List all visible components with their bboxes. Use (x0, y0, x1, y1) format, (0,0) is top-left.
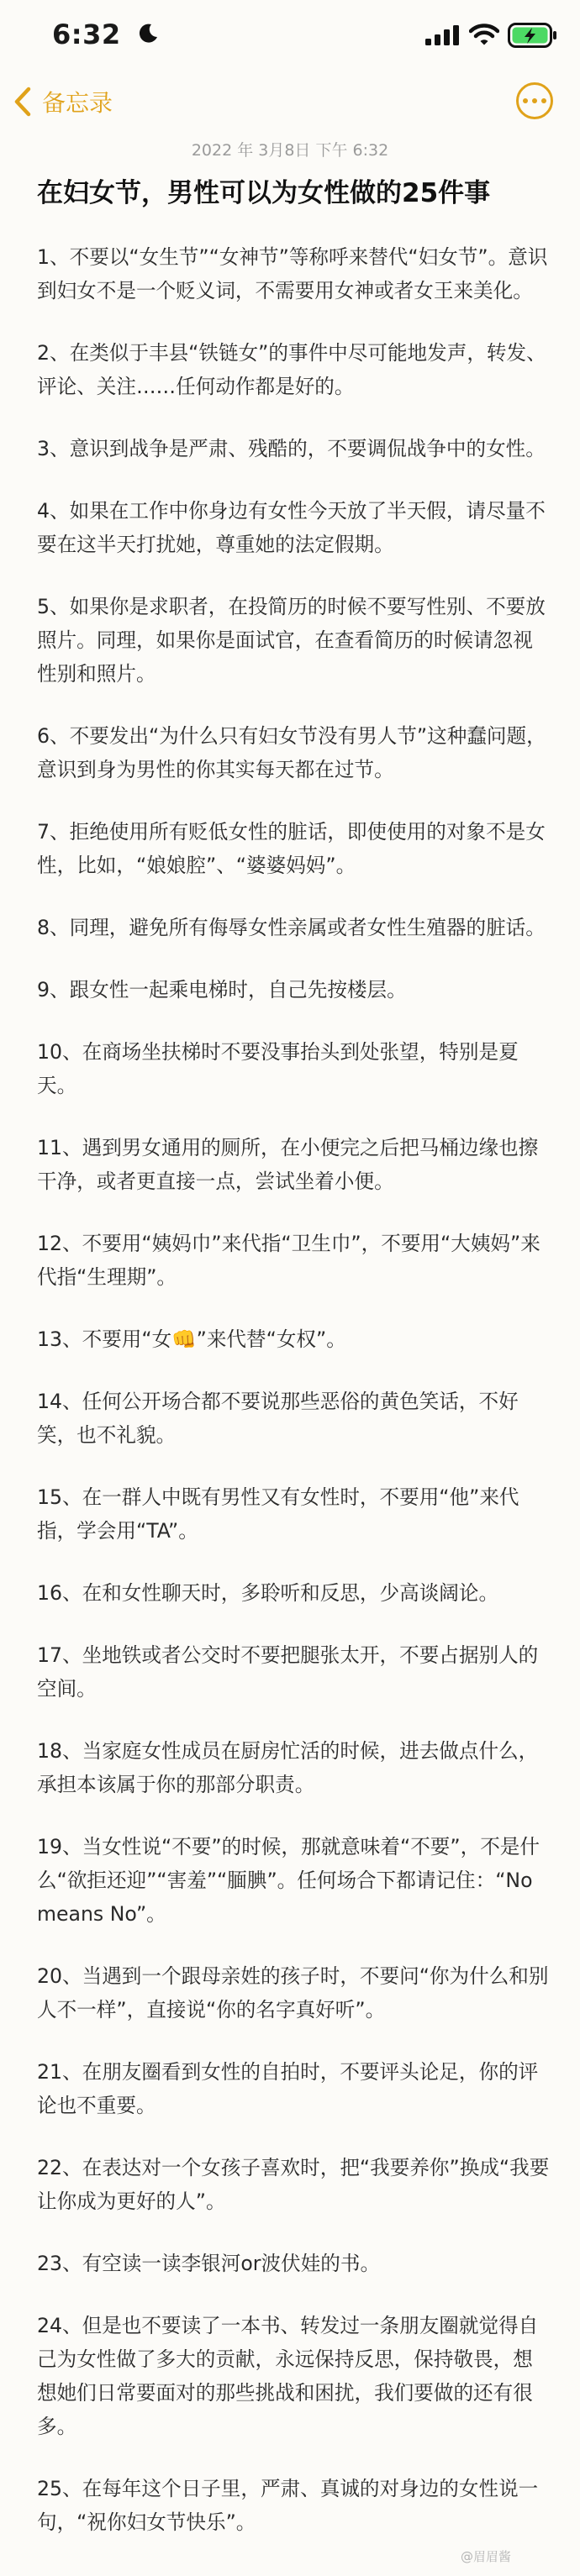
back-button-label: 备忘录 (42, 89, 113, 117)
list-item: 12、不要用“姨妈巾”来代指“卫生巾”，不要用“大姨妈”来代指“生理期”。 (37, 1232, 540, 1289)
ellipsis-circle-icon (523, 98, 528, 103)
note-body[interactable] (37, 240, 550, 2568)
list-item: 8、同理，避免所有侮辱女性亲属或者女性生殖器的脏话。 (37, 916, 546, 939)
chevron-left-icon (10, 85, 35, 118)
list-item: 24、但是也不要读了一本书、转发过一条朋友圈就觉得自己为女性做了多大的贡献，永远保持反思，保持敬畏，想想她们日常要面对的那些挑战和困扰，我们要做的还有很多。 (37, 2314, 539, 2438)
list-item: 14、任何公开场合都不要说那些恶俗的黄色笑话，不好笑，也不礼貌。 (37, 1390, 519, 1447)
watermark: @眉眉酱 (461, 2549, 512, 2564)
list-item: 23、有空读一读李银河or波伏娃的书。 (37, 2252, 381, 2275)
wifi-icon (469, 23, 499, 46)
list-item: 10、在商场坐扶梯时不要没事抬头到处张望，特别是夏天。 (37, 1040, 519, 1097)
list-item: 7、拒绝使用所有贬低女性的脏话，即使使用的对象不是女性，比如，“娘娘腔”、“婆婆妈妈”。 (37, 820, 546, 877)
back-button[interactable] (10, 81, 113, 123)
list-item: 21、在朋友圈看到女性的自拍时，不要评头论足，你的评论也不重要。 (37, 2060, 539, 2117)
list-item: 25、在每年这个日子里，严肃、真诚的对身边的女性说一句，“祝你妇女节快乐”。 (37, 2477, 539, 2534)
battery-charging-icon (508, 23, 558, 48)
moon-icon (136, 22, 160, 45)
list-item: 3、意识到战争是严肃、残酷的，不要调侃战争中的女性。 (37, 437, 546, 460)
list-item: 22、在表达对一个女孩子喜欢时，把“我要养你”换成“我要让你成为更好的人”。 (37, 2156, 550, 2213)
list-item: 6、不要发出“为什么只有妇女节没有男人节”这种蠢问题，意识到身为男性的你其实每天都在过节。 (37, 724, 546, 781)
list-item: 11、遇到男女通用的厕所，在小便完之后把马桶边缘也擦干净，或者更直接一点，尝试坐着小便。 (37, 1136, 539, 1193)
list-item: 19、当女性说“不要”的时候，那就意味着“不要”，不是什么“欲拒还迎”“害羞”“腼腆”。任何场合下都请记住：“No means No”。 (37, 1835, 540, 1926)
signal-icon (425, 25, 459, 45)
list-item: 2、在类似于丰县“铁链女”的事件中尽可能地发声，转发、评论、关注……任何动作都是好的。 (37, 341, 546, 398)
status-time: 6:32 (52, 18, 121, 50)
list-item: 15、在一群人中既有男性又有女性时，不要用“他”来代指，学会用“TA”。 (37, 1485, 519, 1543)
status-bar (0, 0, 580, 69)
list-item: 1、不要以“女生节”“女神节”等称呼来替代“妇女节”。意识到妇女不是一个贬义词，不需要用女神或者女王来美化。 (37, 245, 548, 302)
list-item: 9、跟女性一起乘电梯时，自己先按楼层。 (37, 978, 407, 1001)
list-item: 18、当家庭女性成员在厨房忙活的时候，进去做点什么，承担本该属于你的那部分职责。 (37, 1739, 539, 1796)
navigation-bar (0, 69, 580, 134)
list-item: 20、当遇到一个跟母亲姓的孩子时，不要问“你为什么和别人不一样”，直接说“你的名字真好听”。 (37, 1964, 549, 2021)
more-options-button[interactable] (516, 82, 553, 119)
note-title[interactable]: 在妇女节，男性可以为女性做的25件事 (37, 178, 491, 208)
list-item: 16、在和女性聊天时，多聆听和反思，少高谈阔论。 (37, 1581, 499, 1605)
note-date: 2022 年 3月8日 下午 6:32 (191, 141, 389, 160)
list-item: 17、坐地铁或者公交时不要把腿张太开，不要占据别人的空间。 (37, 1643, 539, 1701)
list-item: 4、如果在工作中你身边有女性今天放了半天假，请尽量不要在这半天打扰她，尊重她的法定假期。 (37, 499, 546, 556)
list-item: 5、如果你是求职者，在投简历的时候不要写性别、不要放照片。同理，如果你是面试官，在查看简历的时候请忽视性别和照片。 (37, 595, 546, 686)
list-item: 13、不要用“女👊”来代替“女权”。 (37, 1327, 346, 1351)
